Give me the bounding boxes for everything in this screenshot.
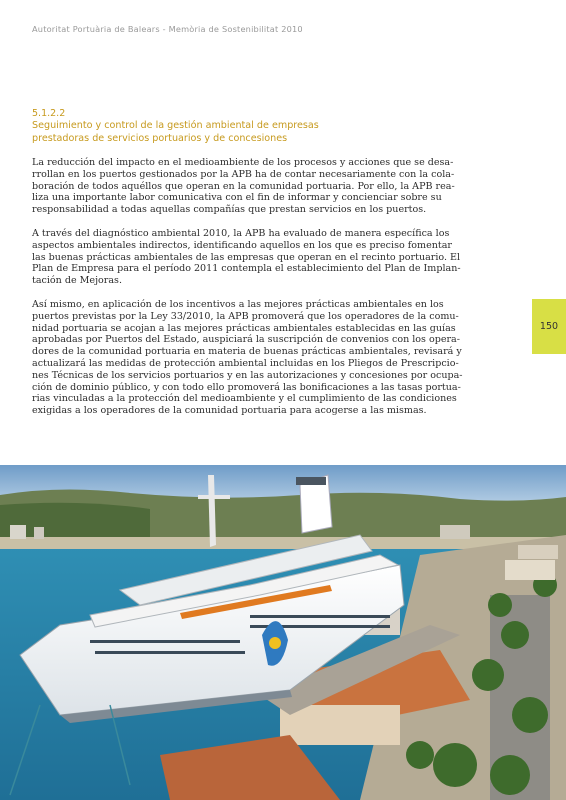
running-header: Autoritat Portuària de Balears - Memòria de Sostenibilitat 2010 <box>32 24 303 34</box>
text-line: aspectos ambientales indirectos, identificando aquellos en los que es preciso fomentar <box>32 239 452 251</box>
text-line: boración de todos aquéllos que operan en la comunidad portuaria. Por ello, la APB rea- <box>32 180 455 192</box>
text-line: rrollan en los puertos gestionados por la APB ha de contar necesariamente con la cola- <box>32 168 455 180</box>
text-line: rias vinculadas a la protección del medioambiente y el cumplimiento de las condiciones <box>32 393 457 405</box>
paragraph <box>32 157 538 216</box>
text-line: tación de Mejoras. <box>32 275 122 287</box>
section-title <box>32 120 412 145</box>
text-line: Plan de Empresa para el período 2011 contempla el establecimiento del Plan de Implan- <box>32 263 461 275</box>
text-line: aprobadas por Puertos del Estado, auspiciará la suscripción de convenios con los opera- <box>32 334 460 346</box>
cruise-ship-photo <box>0 465 566 800</box>
text-line: dores de la comunidad portuaria en materia de buenas prácticas ambientales, revisará y <box>32 346 462 358</box>
section-title-line: Seguimiento y control de la gestión ambiental de empresas <box>32 120 319 131</box>
text-line: puertos previstas por la Ley 33/2010, la APB promoverá que los operadores de la comu- <box>32 310 459 322</box>
text-line: liza una importante labor comunicativa con el fin de informar y concienciar sobre su <box>32 192 442 204</box>
page-number: 150 <box>539 321 559 332</box>
text-line: las buenas prácticas ambientales de las empresas que operan en el recinto portuario. El <box>32 251 461 263</box>
section-number: 5.1.2.2 <box>32 108 66 119</box>
text-line: Así mismo, en aplicación de los incentivos a las mejores prácticas ambientales en los <box>32 298 444 310</box>
text-line: nes Técnicas de los servicios portuarios y en las autorizaciones y concesiones por ocupa- <box>32 369 463 381</box>
text-line: La reducción del impacto en el medioambiente de los procesos y acciones que se desa- <box>32 157 454 168</box>
text-line: actualizará las medidas de protección ambiental incluidas en los Pliegos de Prescripcio- <box>32 357 459 369</box>
text-line: exigidas a los operadores de la comunidad portuaria para acogerse a las mismas. <box>32 405 427 417</box>
text-line: A través del diagnóstico ambiental 2010, la APB ha evaluado de manera específica los <box>32 227 450 239</box>
paragraph <box>32 228 538 287</box>
text-line: responsabilidad a todas aquellas compañías que prestan servicios en los puertos. <box>32 204 427 216</box>
section-title-line: prestadoras de servicios portuarios y de concesiones <box>32 132 288 144</box>
text-line: nidad portuaria se acojan a las mejores prácticas ambientales establecidas en las guías <box>32 322 456 334</box>
body-text <box>32 157 538 429</box>
page-number-tab <box>532 299 566 354</box>
paragraph <box>32 299 538 417</box>
text-line: ción de dominio público, y con todo ello promoverá las bonificaciones a las tasas portua- <box>32 381 461 393</box>
